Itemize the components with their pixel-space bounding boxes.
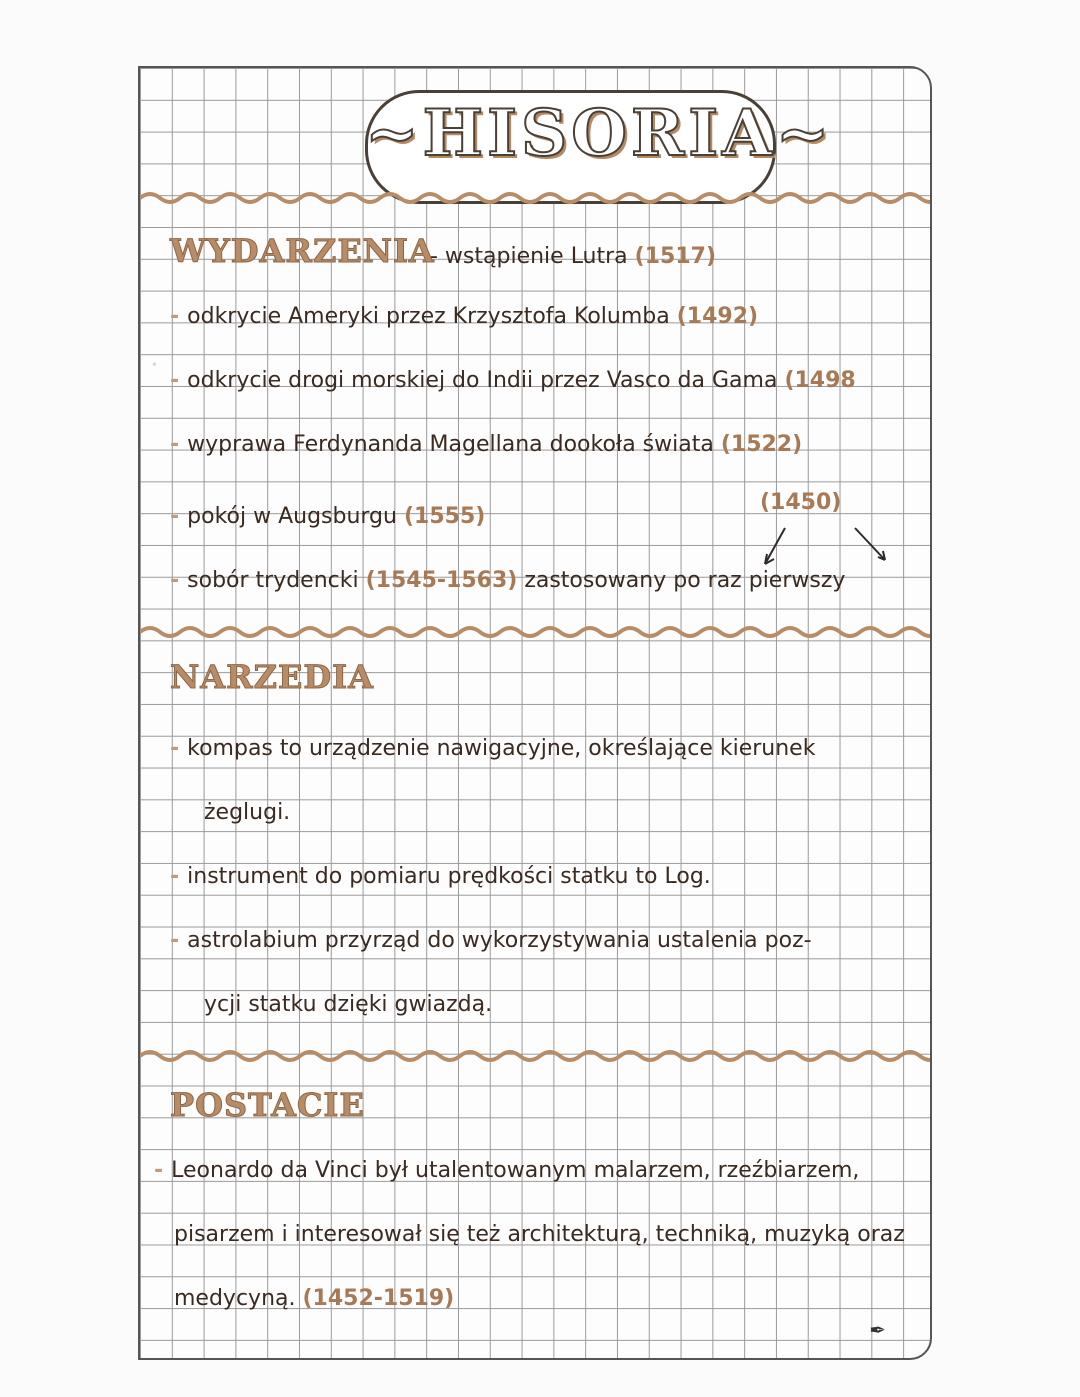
event-item: - odkrycie Ameryki przez Krzysztofa Kolumba (1492) [170, 304, 759, 329]
events-first-item [430, 244, 716, 269]
divider-wave-2 [140, 624, 930, 640]
event-text: odkrycie Ameryki przez Krzysztofa Kolumba [187, 304, 670, 329]
tool-item-cont: ycji statku dzięki gwiazdą. [204, 992, 493, 1017]
event-year: (1555) [403, 504, 486, 529]
events-heading: WYDARZENIA [170, 232, 435, 270]
divider-wave-1 [140, 190, 930, 206]
people-item: - Leonardo da Vinci był utalentowanym malarzem, rzeźbiarzem, [154, 1158, 860, 1183]
people-heading: POSTACIE [170, 1086, 365, 1124]
people-item-cont: medycyną. (1452-1519) [174, 1286, 455, 1311]
event-year: (1545-1563) [365, 568, 518, 593]
event-item: - odkrycie drogi morskiej do Indii przez Vasco da Gama (1498 [170, 368, 856, 393]
annotation-year: (1450) [760, 490, 842, 515]
fountain-pen-icon: ✒ [869, 1318, 886, 1342]
events-first-item-year: (1517) [634, 244, 716, 269]
divider-wave-3 [140, 1048, 930, 1064]
event-item: - pokój w Augsburgu (1555) [170, 504, 486, 529]
event-text: wyprawa Ferdynanda Magellana dookoła świata [187, 432, 714, 457]
event-item: - sobór trydencki (1545-1563) zastosowany po raz pierwszy [170, 568, 846, 593]
event-item: - wyprawa Ferdynanda Magellana dookoła świata (1522) [170, 432, 803, 457]
event-text: sobór trydencki [187, 568, 359, 593]
event-text: odkrycie drogi morskiej do Indii przez Vasco da Gama [187, 368, 778, 393]
people-item-cont: pisarzem i interesował się też architekturą, techniką, muzyką oraz [174, 1222, 905, 1247]
tool-item: - instrument do pomiaru prędkości statku to Log. [170, 864, 711, 889]
show-through-mark: · [150, 348, 159, 381]
event-year: (1492) [676, 304, 759, 329]
events-first-item-text: - wstąpienie Lutra [430, 244, 628, 269]
tools-heading: NARZEDIA [170, 658, 374, 696]
event-year: (1498 [784, 368, 856, 393]
tool-item: - kompas to urządzenie nawigacyjne, określające kierunek [170, 736, 816, 761]
event-year: (1522) [720, 432, 803, 457]
tool-item: - astrolabium przyrząd do wykorzystywania ustalenia poz- [170, 928, 812, 953]
page-title: ~HISORIA~ [365, 96, 834, 171]
event-text: pokój w Augsburgu [187, 504, 397, 529]
tool-item-cont: żeglugi. [204, 800, 291, 825]
notebook-page [138, 66, 932, 1360]
people-years: (1452-1519) [302, 1286, 455, 1311]
event-suffix: zastosowany po raz pierwszy [524, 568, 846, 593]
